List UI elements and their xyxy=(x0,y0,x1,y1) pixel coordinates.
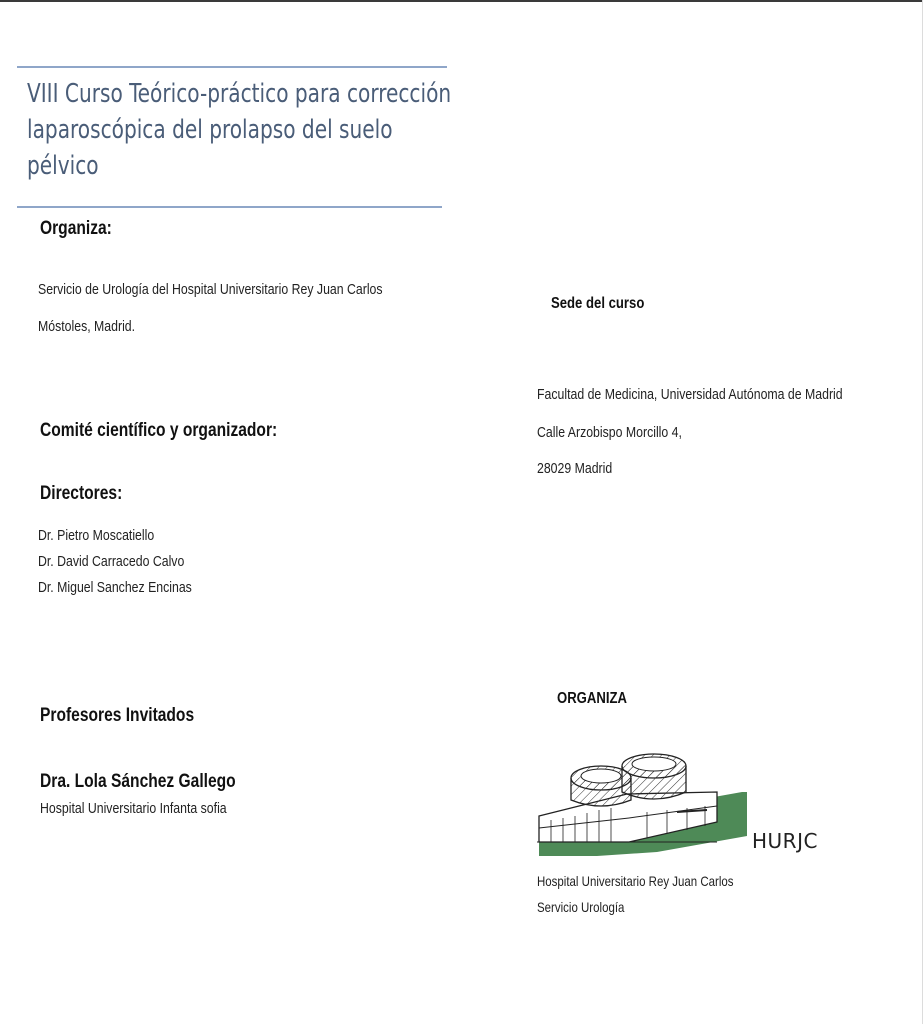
logo-caption-2: Servicio Urología xyxy=(537,899,625,915)
profesor-name: Dra. Lola Sánchez Gallego xyxy=(40,771,236,792)
sede-line-3: 28029 Madrid xyxy=(537,460,613,477)
hurjc-logo-text: HURJC xyxy=(752,829,818,853)
title-line-1: VIII Curso Teórico-práctico para corrección xyxy=(27,79,452,109)
director-item: Dr. Miguel Sanchez Encinas xyxy=(38,579,192,596)
sede-line-1: Facultad de Medicina, Universidad Autónoma de Madrid xyxy=(537,386,843,403)
title-bottom-rule xyxy=(17,206,442,208)
organiza-logo-heading: ORGANIZA xyxy=(557,690,627,707)
directores-heading: Directores: xyxy=(40,483,123,504)
organiza-line-2: Móstoles, Madrid. xyxy=(38,318,136,335)
sede-line-2: Calle Arzobispo Morcillo 4, xyxy=(537,424,682,441)
sede-heading: Sede del curso xyxy=(551,295,645,312)
hospital-logo xyxy=(537,752,747,856)
title-top-rule xyxy=(17,66,447,68)
title-line-2: laparoscópica del prolapso del suelo xyxy=(27,115,393,145)
profesores-heading: Profesores Invitados xyxy=(40,705,195,726)
title-line-3: pélvico xyxy=(27,151,99,181)
organiza-line-1: Servicio de Urología del Hospital Universitario Rey Juan Carlos xyxy=(38,281,383,298)
organiza-heading: Organiza: xyxy=(40,218,112,239)
profesor-affiliation: Hospital Universitario Infanta sofia xyxy=(40,800,227,817)
top-border xyxy=(0,0,923,2)
comite-heading: Comité científico y organizador: xyxy=(40,420,278,441)
page-title xyxy=(27,76,452,184)
directores-list xyxy=(38,523,192,601)
director-item: Dr. Pietro Moscatiello xyxy=(38,527,155,544)
director-item: Dr. David Carracedo Calvo xyxy=(38,553,185,570)
logo-caption-1: Hospital Universitario Rey Juan Carlos xyxy=(537,873,734,889)
